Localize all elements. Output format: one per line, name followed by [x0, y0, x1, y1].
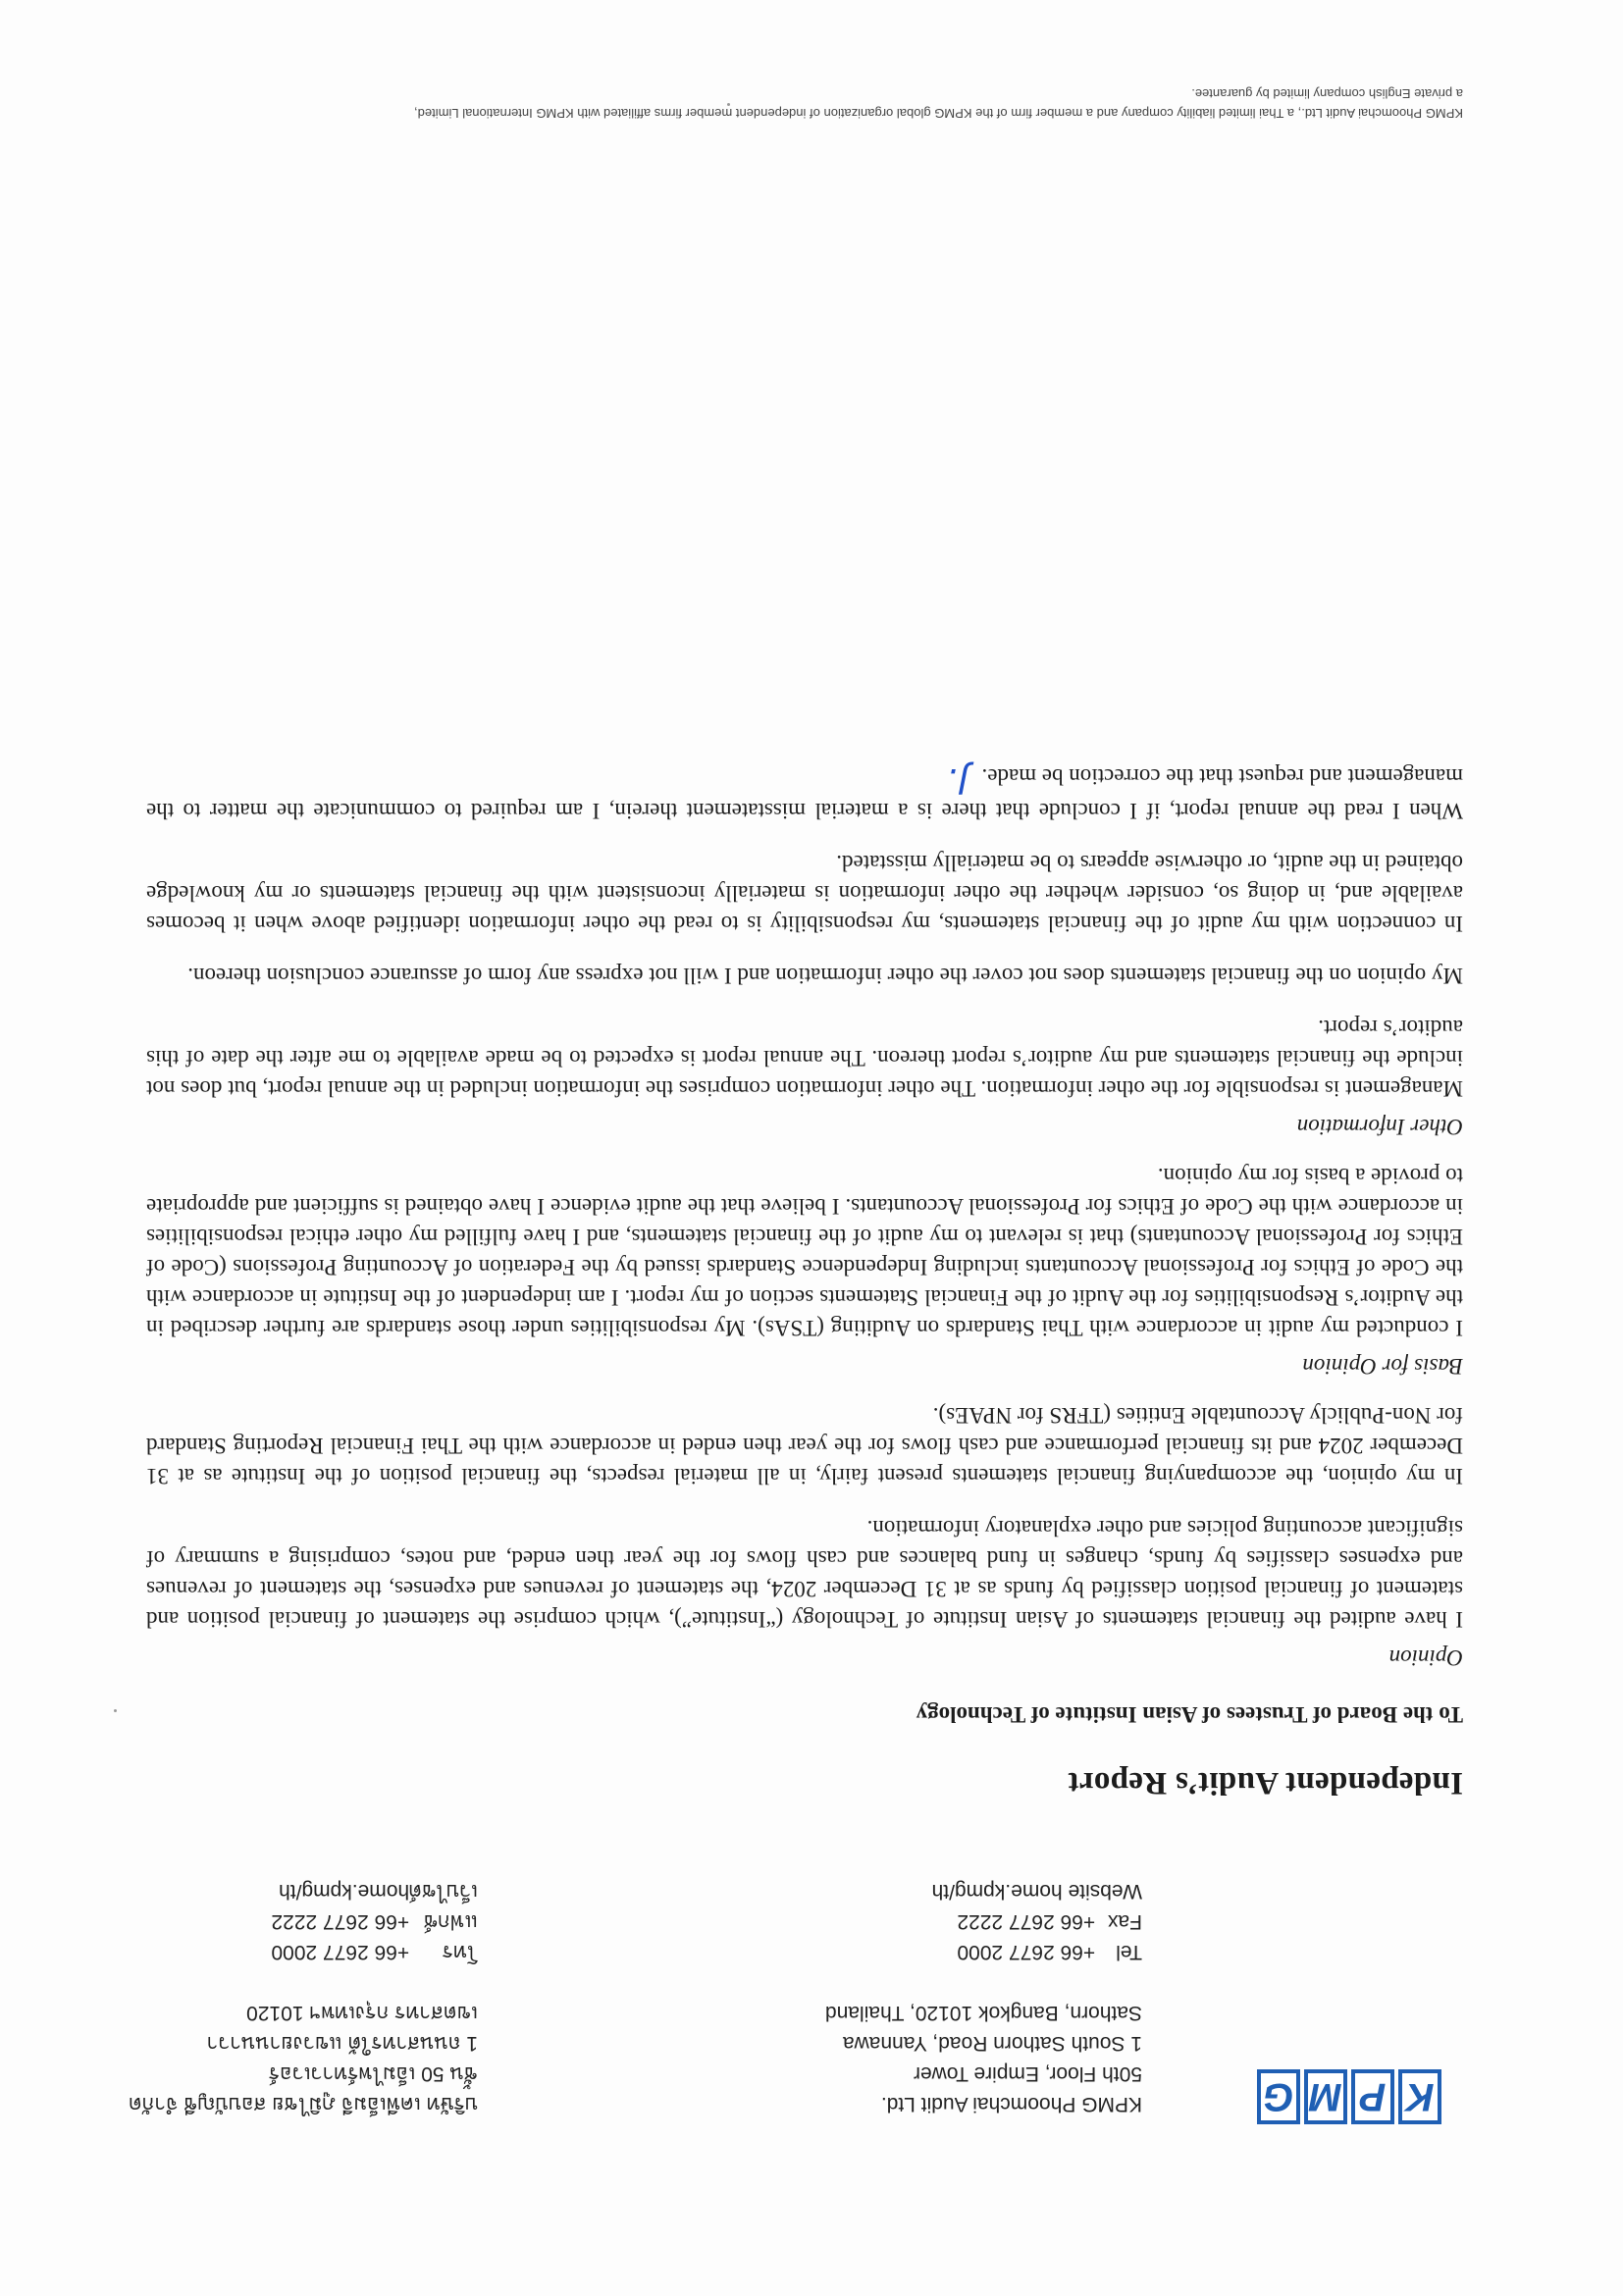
website-label: เว็บไซต์ — [408, 1880, 478, 1903]
address-line: Sathorn, Bangkok 10120, Thailand — [824, 2002, 1142, 2024]
section-heading: Other Information — [1296, 1115, 1463, 1139]
logo-tile: P — [1351, 2069, 1394, 2124]
logo-tile: K — [1398, 2069, 1441, 2124]
website-row — [932, 1876, 1142, 1906]
basis-section — [146, 1161, 1463, 1379]
paragraph: I conducted my audit in accordance with Thai Standards on Auditing (TSAs). My responsibilities under those standards are further described in the Auditor’s Responsibilities for the Audit of the Financial Statements section of my report. I am independent of the Institute in accordance with the Code of Ethics for Professional Accountants including Independence Standards issued by the Federation of Accounting Professions (Code of Ethics for Professional Accountants) that is relevant to my audit of the financial statements, and I have fulfilled my other ethical responsibilities in accordance with the Code of Ethics for Professional Accountants. I believe that the audit evidence I have obtained is sufficient and appropriate to provide a basis for my opinion. — [146, 1164, 1463, 1340]
report-title: Independent Audit’s Report — [1068, 1765, 1463, 1800]
address-english — [825, 1998, 1142, 2119]
address-line: เขตสาทร กรุงเทพฯ 10120 — [246, 2002, 478, 2024]
footer-disclaimer — [148, 83, 1463, 123]
report-body — [146, 740, 1463, 1800]
logo-tile: G — [1257, 2069, 1300, 2124]
address-line: 1 South Sathorn Road, Yannawa — [842, 2032, 1142, 2055]
fax-label: แฟกซ์ — [423, 1910, 478, 1933]
kpmg-logo — [1255, 2065, 1441, 2124]
logo-tile: M — [1304, 2069, 1347, 2124]
initial-mark: J. — [946, 760, 969, 801]
address-line: บริษัท เคพีเอ็มจี ภูมิไชย สอบบัญชี จำกัด — [128, 2093, 478, 2115]
paragraph: In connection with my audit of the financial statements, my responsibility is to read the other information identified above when it becomes available and, in doing so, consider whether the other information is materially inconsistent with the financial statements or my knowledge obtained in the audit, or otherwise appears to be materially misstated. — [146, 851, 1463, 936]
paragraph: In my opinion, the accompanying financial statements present fairly, in all material respects, the financial position of the Institute as at 31 December 2024 and its financial performance and cash flows for the year then ended in accordance with the Thai Financial Reporting Standard for Non-Publicly Accountable Entities (TFRS for NPAEs). — [146, 1403, 1463, 1488]
paragraph-last — [146, 761, 1463, 826]
contact-thai — [271, 1876, 478, 1967]
tel-value: +66 2677 2000 — [957, 1941, 1096, 1963]
footer-line: a private English company limited by guarantee. — [1191, 86, 1463, 101]
opinion-section — [146, 1400, 1463, 1670]
tel-row — [932, 1937, 1142, 1967]
contact-english — [932, 1876, 1142, 1967]
address-line: KPMG Phoomchai Audit Ltd. — [880, 2093, 1142, 2115]
website-link: home.kpmg/th — [931, 1880, 1063, 1903]
paragraph: I have audited the financial statements of Asian Institute of Technology (“Institute”), which comprise the statement of financial position and statement of financial position classified by funds as at 31 December 2024, the statement of revenues and expenses, the statement of revenues and expenses classifies by funds, changes in fund balances and cash flows for the year then ended, and notes, comprising a summary of significant accounting policies and other explanatory information. — [146, 1516, 1463, 1632]
address-line: 1 ถนนสาทรใต้ แขวงยานนาวา — [206, 2032, 478, 2055]
fax-value: +66 2677 2222 — [957, 1910, 1096, 1933]
footer-line: KPMG Phoomchai Audit Ltd., a Thai limited liability company and a member firm of the KPMG global organization of independent member firms affiliated with KPMG International Limited, — [414, 106, 1463, 121]
tel-row — [271, 1937, 478, 1967]
scan-speck — [727, 103, 730, 106]
website-link: home.kpmg/th — [279, 1880, 410, 1903]
paragraph: My opinion on the financial statements does not cover the other information and I will not express any form of assurance conclusion thereon. — [187, 964, 1463, 988]
website-row — [271, 1876, 478, 1906]
paragraph: Management is responsible for the other information. The other information comprises the information included in the annual report, but does not include the financial statements and my auditor’s report thereon. The annual report is expected to be made available to me after the date of this auditor’s report. — [146, 1016, 1463, 1101]
report-addressee: To the Board of Trustees of Asian Institute of Technology — [916, 1702, 1463, 1727]
fax-value: +66 2677 2222 — [271, 1910, 410, 1933]
tel-label: Tel — [1116, 1941, 1142, 1963]
tel-value: +66 2677 2000 — [271, 1941, 410, 1963]
address-thai — [129, 1998, 478, 2119]
address-line: ชั้น 50 เอ็มไพร์ทาวเวอร์ — [268, 2062, 478, 2085]
website-label: Website — [1068, 1880, 1142, 1903]
fax-row — [932, 1906, 1142, 1937]
address-line: 50th Floor, Empire Tower — [913, 2062, 1142, 2085]
section-heading: Basis for Opinion — [1302, 1354, 1463, 1379]
other-information-section — [146, 761, 1463, 1139]
paragraph-text: When I read the annual report, if I conclude that there is a material misstatement therein, I am required to communicate the matter to the management and request that the correction be made. — [146, 764, 1463, 823]
fax-label: Fax — [1107, 1910, 1142, 1933]
section-heading: Opinion — [1388, 1645, 1463, 1670]
scan-speck — [114, 1709, 117, 1712]
fax-row — [271, 1906, 478, 1937]
tel-label: โทร — [442, 1941, 478, 1963]
